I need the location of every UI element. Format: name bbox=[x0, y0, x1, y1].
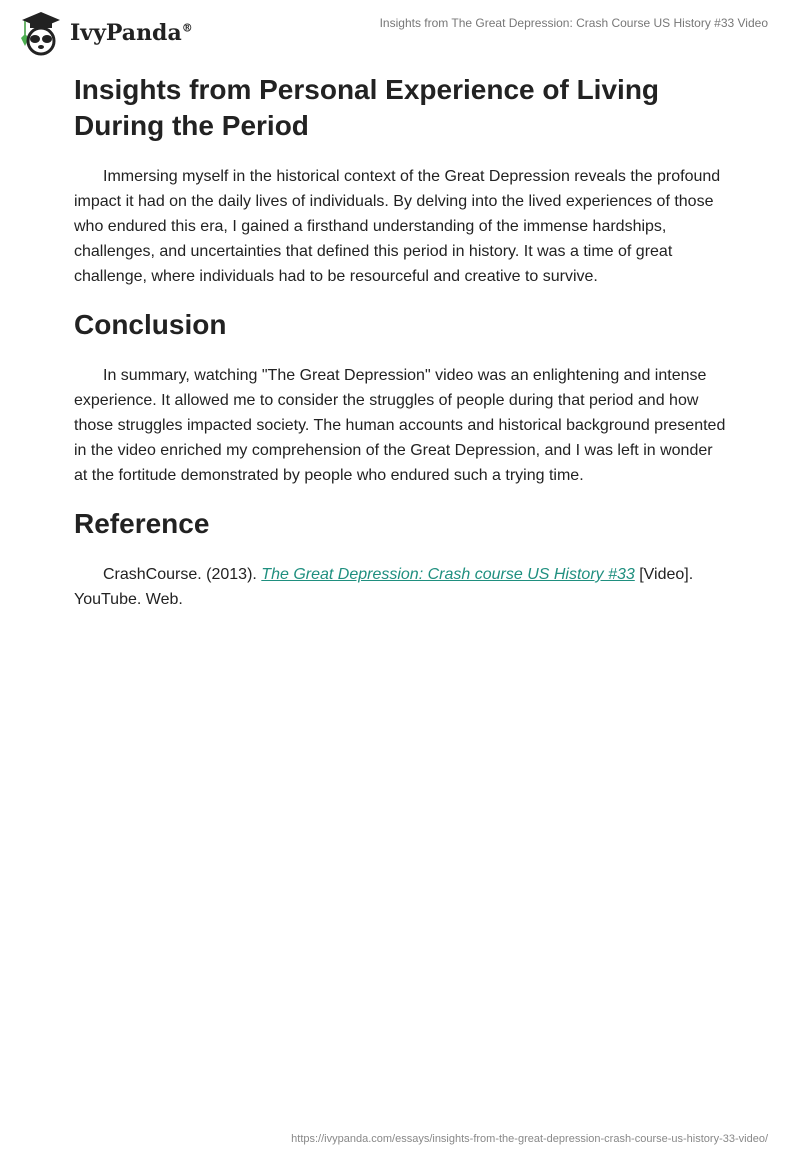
document-title: Insights from The Great Depression: Crash Course US History #33 Video bbox=[379, 16, 768, 30]
brand-name: IvyPanda® bbox=[70, 20, 193, 46]
footer-url[interactable]: https://ivypanda.com/essays/insights-from-the-great-depression-crash-course-us-history-33-video/ bbox=[291, 1133, 768, 1145]
reference-author: CrashCourse. (2013). bbox=[103, 566, 262, 583]
essay-content bbox=[74, 72, 726, 630]
reference-video-link[interactable]: The Great Depression: Crash course US History #33 bbox=[261, 566, 635, 583]
panda-graduate-icon bbox=[18, 10, 64, 56]
paragraph-insights: Immersing myself in the historical context of the Great Depression reveals the profound impact it had on the daily lives of individuals. By delving into the lived experiences of those who endured this era, I gained a firsthand understanding of the immense hardships, challenges, and uncertainties that defined this period in history. It was a time of great challenge, where individuals had to be resourceful and creative to survive. bbox=[74, 168, 721, 285]
reference-entry bbox=[74, 562, 726, 612]
reference-source: [Video]. YouTube. Web. bbox=[74, 566, 694, 608]
paragraph-conclusion: In summary, watching "The Great Depression" video was an enlightening and intense experience. It allowed me to consider the struggles of people during that period and how those struggles impacted society. The human accounts and historical background presented in the video enriched my comprehension of the Great Depression, and I was left in wonder at the fortitude demonstrated by people who endured such a trying time. bbox=[74, 367, 726, 484]
section-heading-insights: Insights from Personal Experience of Living During the Period bbox=[74, 74, 660, 141]
section-heading-conclusion: Conclusion bbox=[74, 309, 227, 340]
section-heading-reference: Reference bbox=[74, 508, 210, 539]
ivypanda-logo[interactable] bbox=[18, 10, 193, 56]
